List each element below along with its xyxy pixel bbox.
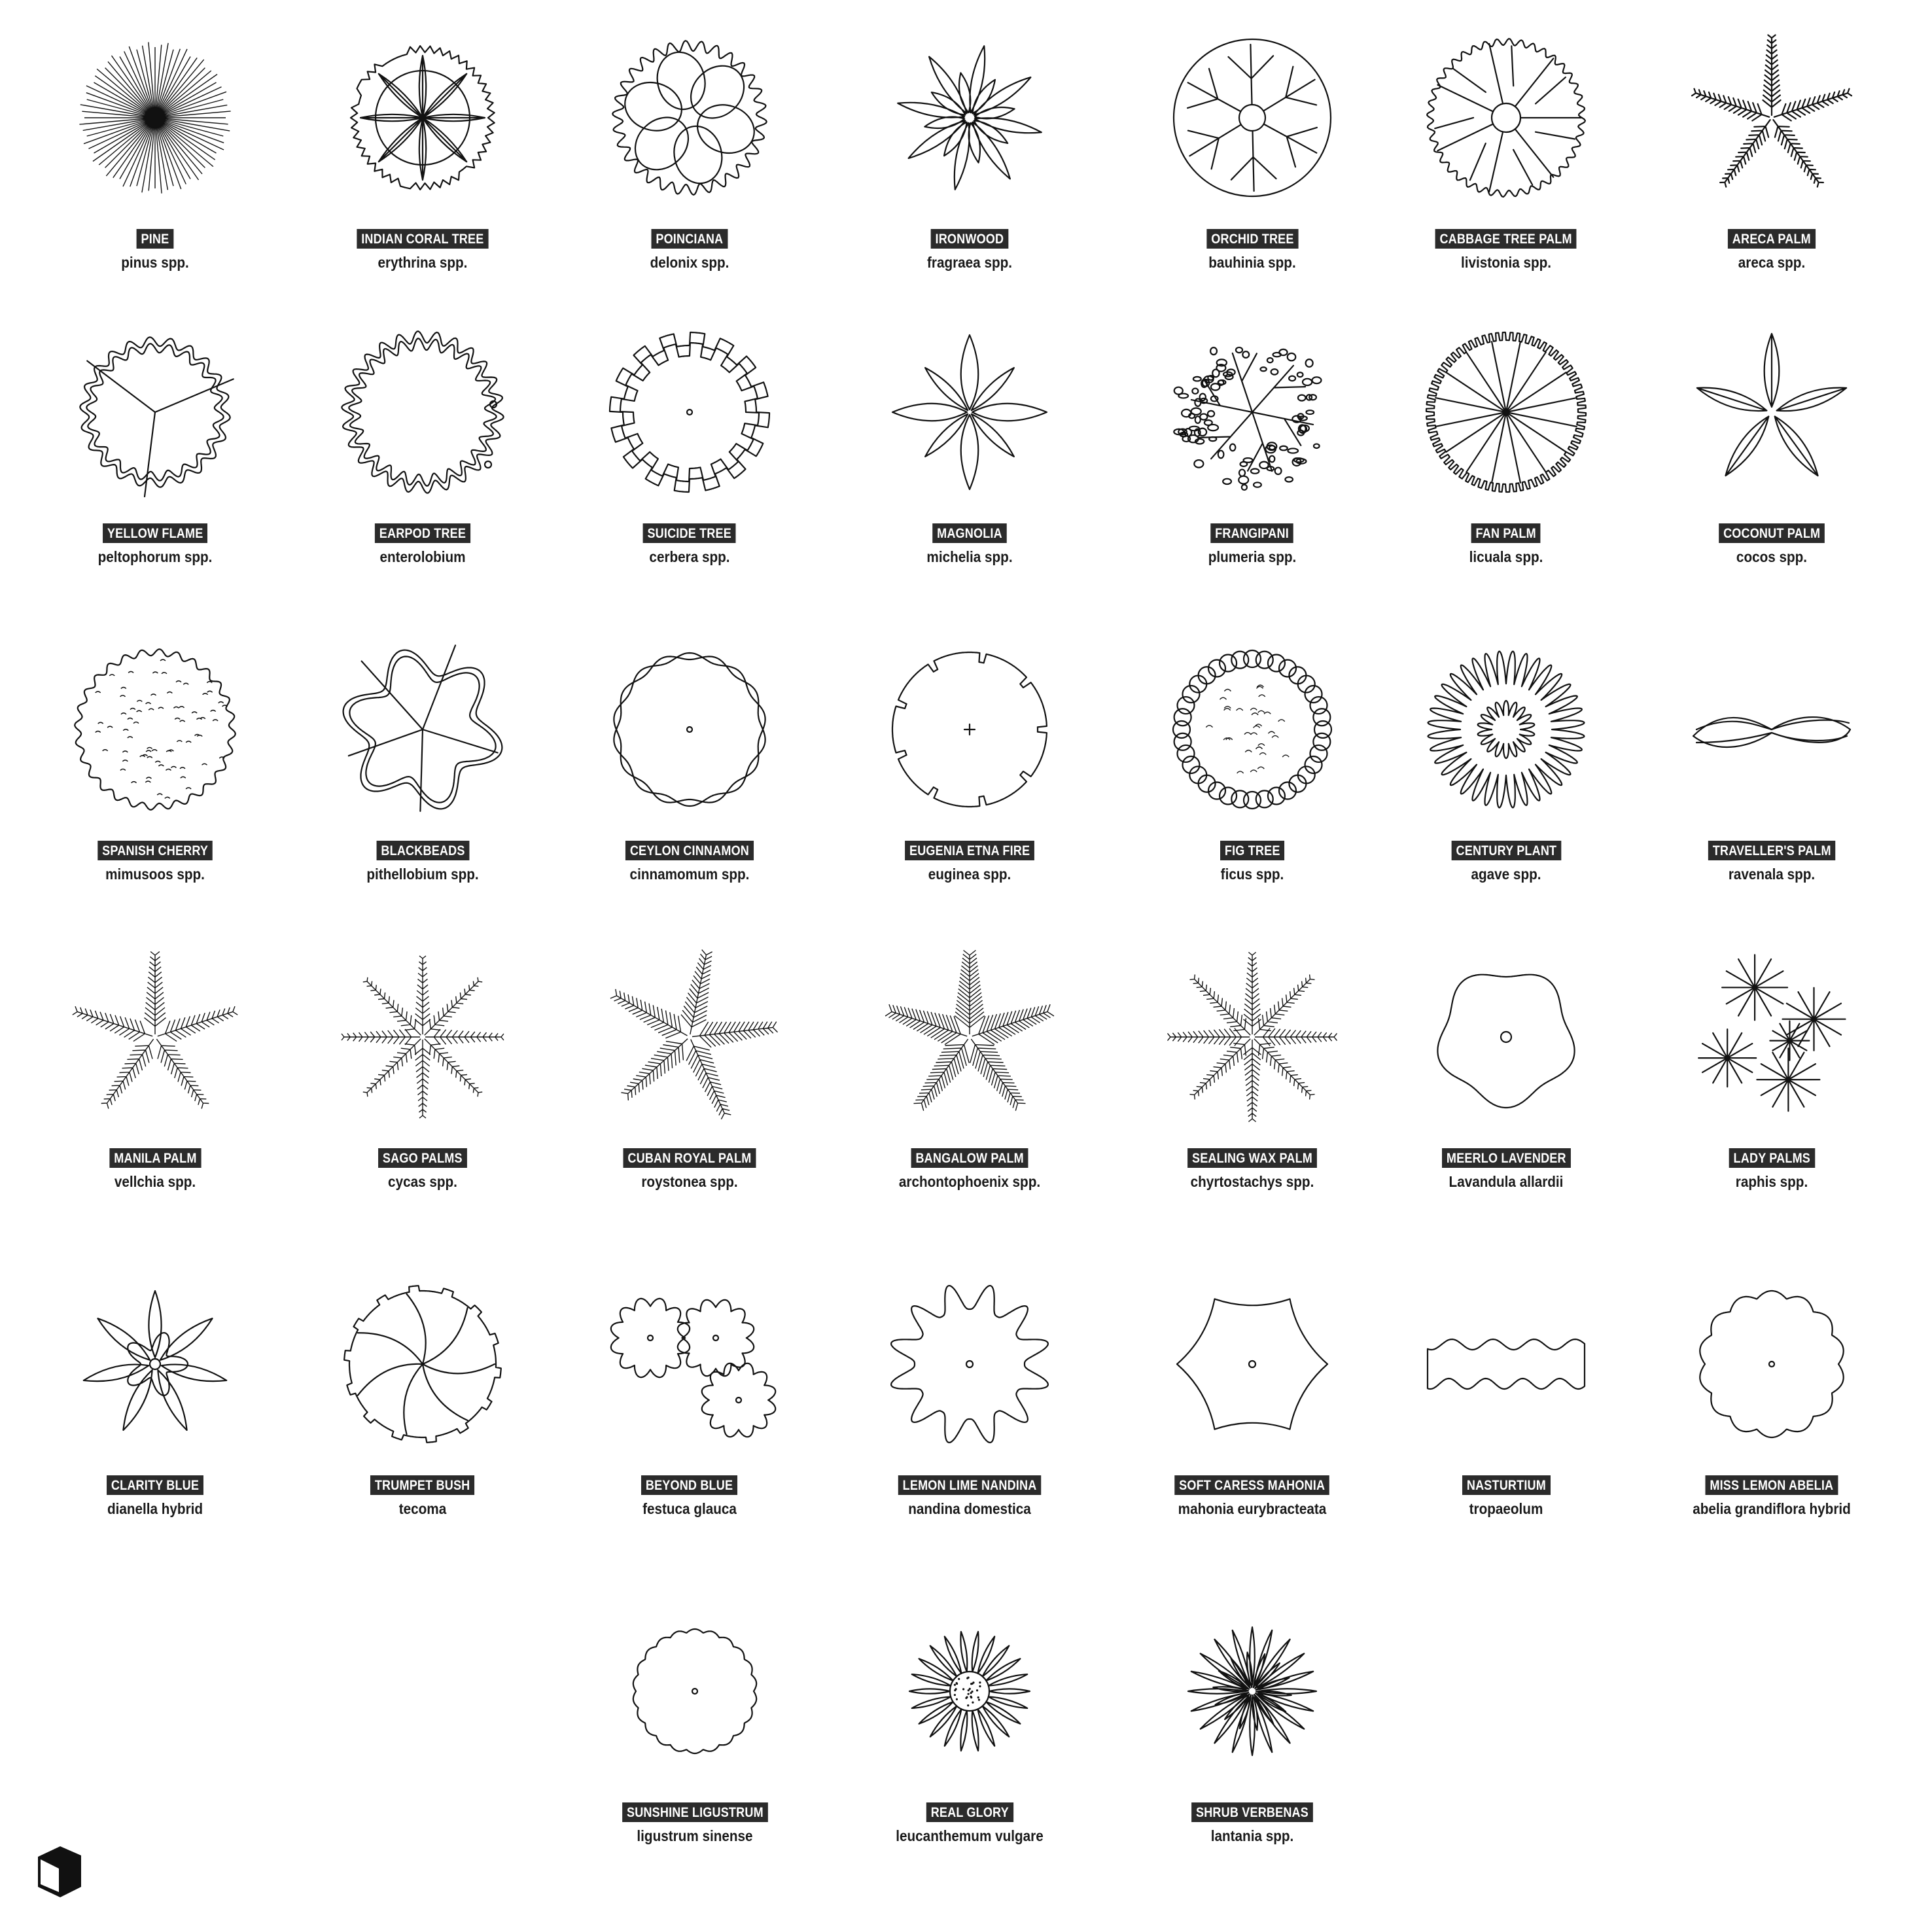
plant-symbol-card: [1134, 327, 1370, 615]
plant-symbol-card: [1388, 644, 1624, 932]
common-name-text: CLARITY BLUE: [107, 1475, 203, 1495]
plant-symbol-card: [37, 1279, 273, 1567]
plant-symbol-card: [305, 644, 540, 932]
common-name-label: [852, 229, 1087, 249]
plant-symbol-card: [1654, 952, 1889, 1240]
common-name-label: [305, 841, 540, 860]
scientific-name-label: festuca glauca: [642, 1500, 737, 1517]
scientific-name-label: livistonia spp.: [1460, 254, 1552, 271]
scientific-name-label: cocos spp.: [1736, 548, 1808, 565]
common-name-text: SHRUB VERBENAS: [1191, 1802, 1313, 1822]
scientific-name-label: enterolobium: [379, 548, 466, 565]
plant-symbol-card: [305, 1279, 540, 1567]
common-name-text: SUICIDE TREE: [643, 523, 736, 543]
common-name-label: [572, 841, 807, 860]
common-name-label: [852, 1148, 1087, 1168]
scientific-name-label: mimusoos spp.: [105, 866, 205, 883]
plant-symbol-card: [305, 327, 540, 615]
plant-symbol-card: [852, 1279, 1087, 1567]
scientific-name-label: areca spp.: [1738, 254, 1806, 271]
flower-petals-icon: [885, 33, 1055, 203]
scientific-name-label: cycas spp.: [388, 1173, 457, 1190]
plant-symbol-card: [1388, 327, 1624, 615]
common-name-label: [577, 1802, 813, 1822]
scientific-name-label: bauhinia spp.: [1208, 254, 1296, 271]
scientific-name-label: lantania spp.: [1210, 1827, 1294, 1844]
fern-star-icon: [1687, 33, 1857, 203]
plant-symbol-card: [1388, 1279, 1624, 1567]
plant-symbol-card: [852, 1606, 1087, 1894]
common-name-label: [305, 523, 540, 543]
common-name-text: EARPOD TREE: [375, 523, 470, 543]
plant-symbol-card: [1134, 1606, 1370, 1894]
plant-symbol-card: [1654, 33, 1889, 321]
scientific-name-label: archontophoenix spp.: [898, 1173, 1041, 1190]
cube-logo-icon: [34, 1844, 85, 1899]
common-name-label: [852, 1475, 1087, 1495]
plant-symbol-card: [305, 952, 540, 1240]
common-name-label: [1654, 229, 1889, 249]
common-name-text: CENTURY PLANT: [1451, 841, 1561, 860]
scientific-name-label: ficus spp.: [1220, 866, 1284, 883]
plant-symbol-card: [577, 1606, 813, 1894]
common-name-text: LEMON LIME NANDINA: [898, 1475, 1042, 1495]
common-name-text: MEERLO LAVENDER: [1442, 1148, 1571, 1168]
common-name-label: [1654, 523, 1889, 543]
palm-star-icon: [885, 952, 1055, 1122]
common-name-text: INDIAN CORAL TREE: [357, 229, 489, 249]
palm-fronds-5-icon: [70, 952, 240, 1122]
plant-symbol-card: [1134, 952, 1370, 1240]
common-name-text: BLACKBEADS: [376, 841, 469, 860]
radial-lines-icon: [70, 33, 240, 203]
common-name-label: [572, 523, 807, 543]
common-name-text: NASTURTIUM: [1462, 1475, 1551, 1495]
five-leaf-star-icon: [1687, 327, 1857, 497]
star-flower-icon: [70, 1279, 240, 1449]
common-name-label: [1134, 229, 1370, 249]
scientific-name-label: agave spp.: [1471, 866, 1541, 883]
common-name-label: [1654, 1148, 1889, 1168]
plant-symbol-card: [852, 327, 1087, 615]
common-name-text: EUGENIA ETNA FIRE: [905, 841, 1034, 860]
scientific-name-label: licuala spp.: [1469, 548, 1543, 565]
four-petal-flower-icon: [885, 327, 1055, 497]
common-name-label: [572, 229, 807, 249]
scientific-name-label: ligustrum sinense: [637, 1827, 753, 1844]
plant-symbol-card: [572, 952, 807, 1240]
scientific-name-label: euginea spp.: [928, 866, 1011, 883]
common-name-label: [1134, 1802, 1370, 1822]
common-name-label: [305, 229, 540, 249]
common-name-label: [1654, 841, 1889, 860]
common-name-label: [1388, 1475, 1624, 1495]
swirl-blob-icon: [338, 1279, 508, 1449]
common-name-label: [1388, 1148, 1624, 1168]
common-name-text: FAN PALM: [1471, 523, 1541, 543]
palm-fronds-8b-icon: [1167, 952, 1337, 1122]
common-name-label: [852, 841, 1087, 860]
plant-symbol-card: [1388, 952, 1624, 1240]
common-name-label: [37, 841, 273, 860]
plant-symbol-card: [1388, 33, 1624, 321]
palm-cluster-icon: [1687, 952, 1857, 1122]
common-name-text: YELLOW FLAME: [103, 523, 207, 543]
common-name-label: [37, 523, 273, 543]
scientific-name-label: erythrina spp.: [378, 254, 468, 271]
common-name-text: SEALING WAX PALM: [1187, 1148, 1317, 1168]
scientific-name-label: abelia grandiflora hybrid: [1693, 1500, 1851, 1517]
common-name-text: MANILA PALM: [109, 1148, 201, 1168]
fan-palm-icon: [1421, 327, 1591, 497]
wavy-ring-icon: [338, 327, 508, 497]
scientific-name-label: fragraea spp.: [926, 254, 1012, 271]
common-name-text: COCONUT PALM: [1719, 523, 1825, 543]
scientific-name-label: cerbera spp.: [649, 548, 730, 565]
scientific-name-label: tecoma: [398, 1500, 447, 1517]
common-name-text: TRUMPET BUSH: [370, 1475, 474, 1495]
dotted-branches-icon: [1167, 327, 1337, 497]
jagged-star-icon: [885, 1279, 1055, 1449]
scientific-name-label: tropaeolum: [1469, 1500, 1543, 1517]
palm-fronds-8-icon: [338, 952, 508, 1122]
plant-symbol-card: [37, 644, 273, 932]
fan-strip-icon: [1687, 644, 1857, 815]
scientific-name-label: cinnamomum spp.: [629, 866, 750, 883]
bubbly-circle-icon: [1167, 644, 1337, 815]
common-name-label: [1388, 841, 1624, 860]
spiky-star-circle-icon: [338, 33, 508, 203]
scientific-name-label: pithellobium spp.: [366, 866, 479, 883]
spiky-cluster-icon: [605, 1279, 775, 1449]
plant-symbol-card: [1134, 1279, 1370, 1567]
common-name-text: LADY PALMS: [1729, 1148, 1814, 1168]
common-name-label: [1654, 1475, 1889, 1495]
common-name-text: BEYOND BLUE: [641, 1475, 737, 1495]
scientific-name-label: roystonea spp.: [641, 1173, 738, 1190]
common-name-label: [37, 1475, 273, 1495]
plant-symbol-card: [1654, 1279, 1889, 1567]
plant-symbol-card: [1134, 33, 1370, 321]
pointed-daisy-icon: [1167, 1606, 1337, 1776]
spiky-burst-icon: [1421, 644, 1591, 815]
common-name-label: [1134, 1148, 1370, 1168]
common-name-text: ARECA PALM: [1728, 229, 1816, 249]
common-name-text: TRAVELLER'S PALM: [1708, 841, 1836, 860]
plant-symbol-card: [572, 644, 807, 932]
common-name-text: CUBAN ROYAL PALM: [624, 1148, 756, 1168]
common-name-text: SPANISH CHERRY: [97, 841, 213, 860]
scientific-name-label: Lavandula allardii: [1449, 1173, 1564, 1190]
cloud-circle-icon: [1687, 1279, 1857, 1449]
double-ring-icon: [605, 644, 775, 815]
common-name-text: ORCHID TREE: [1206, 229, 1298, 249]
scientific-name-label: ravenala spp.: [1728, 866, 1816, 883]
common-name-text: SOFT CARESS MAHONIA: [1175, 1475, 1330, 1495]
daisy-icon: [885, 1606, 1055, 1776]
common-name-label: [1134, 1475, 1370, 1495]
common-name-label: [37, 1148, 273, 1168]
blob-branches-icon: [338, 644, 508, 815]
common-name-text: CABBAGE TREE PALM: [1435, 229, 1577, 249]
common-name-text: REAL GLORY: [926, 1802, 1013, 1822]
plant-symbol-card: [1654, 327, 1889, 615]
common-name-label: [305, 1475, 540, 1495]
common-name-text: MISS LEMON ABELIA: [1706, 1475, 1838, 1495]
common-name-label: [1134, 841, 1370, 860]
textured-circle-icon: [70, 644, 240, 815]
common-name-text: SAGO PALMS: [378, 1148, 467, 1168]
plant-symbol-card: [572, 33, 807, 321]
plant-symbol-card: [572, 327, 807, 615]
common-name-label: [572, 1148, 807, 1168]
common-name-label: [852, 1802, 1087, 1822]
plant-symbol-card: [37, 327, 273, 615]
plant-symbol-card: [852, 33, 1087, 321]
common-name-label: [1388, 523, 1624, 543]
common-name-text: IRONWOOD: [931, 229, 1008, 249]
common-name-label: [37, 229, 273, 249]
common-name-text: PINE: [137, 229, 174, 249]
scientific-name-label: plumeria spp.: [1208, 548, 1297, 565]
plant-symbol-card: [37, 952, 273, 1240]
fan-segments-icon: [1421, 33, 1591, 203]
common-name-label: [1388, 229, 1624, 249]
palm-fronds-5b-icon: [605, 952, 775, 1122]
branch-circle-icon: [1167, 33, 1337, 203]
scientific-name-label: peltophorum spp.: [97, 548, 213, 565]
plant-symbol-card: [852, 952, 1087, 1240]
common-name-text: POINCIANA: [652, 229, 728, 249]
common-name-text: FRANGIPANI: [1211, 523, 1294, 543]
common-name-label: [305, 1148, 540, 1168]
common-name-text: FIG TREE: [1220, 841, 1284, 860]
common-name-text: BANGALOW PALM: [911, 1148, 1028, 1168]
scientific-name-label: leucanthemum vulgare: [896, 1827, 1044, 1844]
leaf-cluster-icon: [605, 33, 775, 203]
wavy-circle-branches-icon: [70, 327, 240, 497]
common-name-text: CEYLON CINNAMON: [625, 841, 754, 860]
scientific-name-label: chyrtostachys spp.: [1190, 1173, 1314, 1190]
common-name-text: MAGNOLIA: [932, 523, 1006, 543]
plant-symbol-card: [37, 33, 273, 321]
scientific-name-label: raphis spp.: [1735, 1173, 1808, 1190]
plant-symbol-card: [852, 644, 1087, 932]
gear-ring-icon: [605, 327, 775, 497]
scientific-name-label: dianella hybrid: [107, 1500, 203, 1517]
plant-symbol-card: [1134, 644, 1370, 932]
common-name-label: [1134, 523, 1370, 543]
scientific-name-label: michelia spp.: [926, 548, 1013, 565]
plant-symbol-card: [305, 33, 540, 321]
scientific-name-label: delonix spp.: [650, 254, 729, 271]
bumpy-circle-icon: [1421, 952, 1591, 1122]
common-name-text: SUNSHINE LIGUSTRUM: [622, 1802, 768, 1822]
scientific-name-label: nandina domestica: [908, 1500, 1031, 1517]
notched-circle-icon: [885, 644, 1055, 815]
scientific-name-label: vellchia spp.: [114, 1173, 196, 1190]
common-name-label: [572, 1475, 807, 1495]
scalloped-circle-icon: [610, 1606, 780, 1776]
scientific-name-label: mahonia eurybracteata: [1178, 1500, 1327, 1517]
plant-symbol-card: [572, 1279, 807, 1567]
plant-symbol-card: [1654, 644, 1889, 932]
scientific-name-label: pinus spp.: [121, 254, 189, 271]
concave-hexagon-icon: [1167, 1279, 1337, 1449]
common-name-label: [852, 523, 1087, 543]
wavy-strip-icon: [1421, 1279, 1591, 1449]
